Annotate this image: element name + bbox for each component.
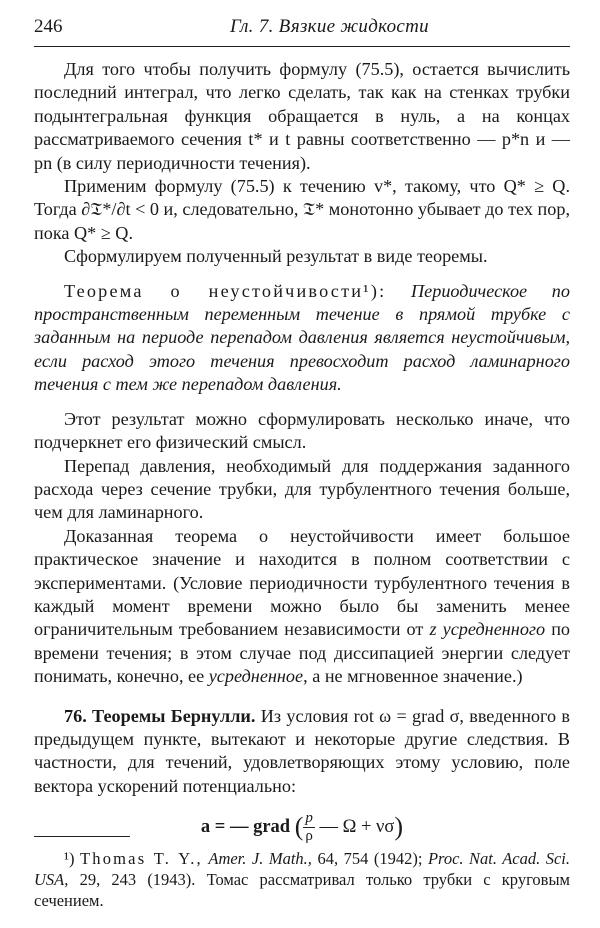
- section-title: 76. Теоремы Бернулли.: [64, 705, 256, 726]
- chapter-title: Гл. 7. Вязкие жидкости: [230, 16, 429, 37]
- formula: [34, 810, 570, 845]
- formula-close-paren: ): [394, 811, 404, 841]
- formula-fraction: [303, 810, 315, 845]
- formula-lhs: a = — grad: [200, 816, 291, 837]
- fraction-denominator: ρ: [305, 828, 313, 845]
- footnote: ¹) Thomas T. Y., Amer. J. Math., 64, 754 (1942); Proc. Nat. Acad. Sci. USA, 29, 243 (1943). Томас рассматривал только трубки с круговым сечением.: [34, 849, 571, 910]
- footnote-author: Thomas T. Y.,: [79, 849, 203, 868]
- theorem-label: Теорема о неустойчивости¹):: [64, 280, 387, 301]
- formula-open-paren: (: [294, 811, 304, 841]
- paragraph-1: Для того чтобы получить формулу (75.5), остается вычислить последний интеграл, что легко сделать, так как на стенках трубки подынтегральная функция обращается в нуль, а на концах рассматриваемого сечения t* и t равны соответственно — p*n и — pn (в силу периодичности течения).: [34, 59, 570, 173]
- running-header: [34, 10, 570, 47]
- main-text: [34, 58, 570, 845]
- paragraph-5: Перепад давления, необходимый для поддержания заданного расхода через сечение трубки, для турбулентного течения больше, чем для ламинарного.: [34, 455, 570, 523]
- page-number: 246: [34, 16, 63, 37]
- theorem: [34, 280, 570, 397]
- paragraph-6: Доказанная теорема о неустойчивости имеет большое практическое значение и находится в полном соответствии с экспериментами. (Условие периодичности турбулентного течения в каждый момент времени можно было бы заменить менее ограничительным требованием независимости от z усредненного по времени течения; в этом случае под диссипацией энергии следует понимать, конечно, ее усредненное, а не мгновенное значение.): [34, 525, 571, 687]
- paragraph-2: Применим формулу (75.5) к течению v*, такому, что Q* ≥ Q. Тогда ∂𝔗*/∂t < 0 и, следовательно, 𝔗* монотонно убывает до тех пор, пока Q* ≥ Q.: [34, 176, 570, 243]
- section-76: [34, 705, 570, 799]
- formula-rest: — Ω + νσ: [319, 816, 395, 837]
- fraction-numerator: p: [305, 810, 313, 827]
- theorem-statement: Периодическое по пространственным переменным течение в прямой трубке с заданным на периоде перепадом давления является неустойчивым, если расход этого течения превосходит расход ламинарного течения с тем же перепадом давления.: [34, 280, 570, 395]
- paragraph-4: Этот результат можно сформулировать несколько иначе, что подчеркнет его физический смысл.: [34, 408, 570, 453]
- section-text: Из условия rot ω = grad σ, введенного в предыдущем пункте, вытекают и некоторые другие следствия. В частности, для течений, удовлетворяющих этому условию, поле вектора ускорений потенциально:: [34, 705, 570, 796]
- paragraph-3: Сформулируем полученный результат в виде теоремы.: [64, 246, 488, 267]
- footnote-rule: [34, 836, 130, 837]
